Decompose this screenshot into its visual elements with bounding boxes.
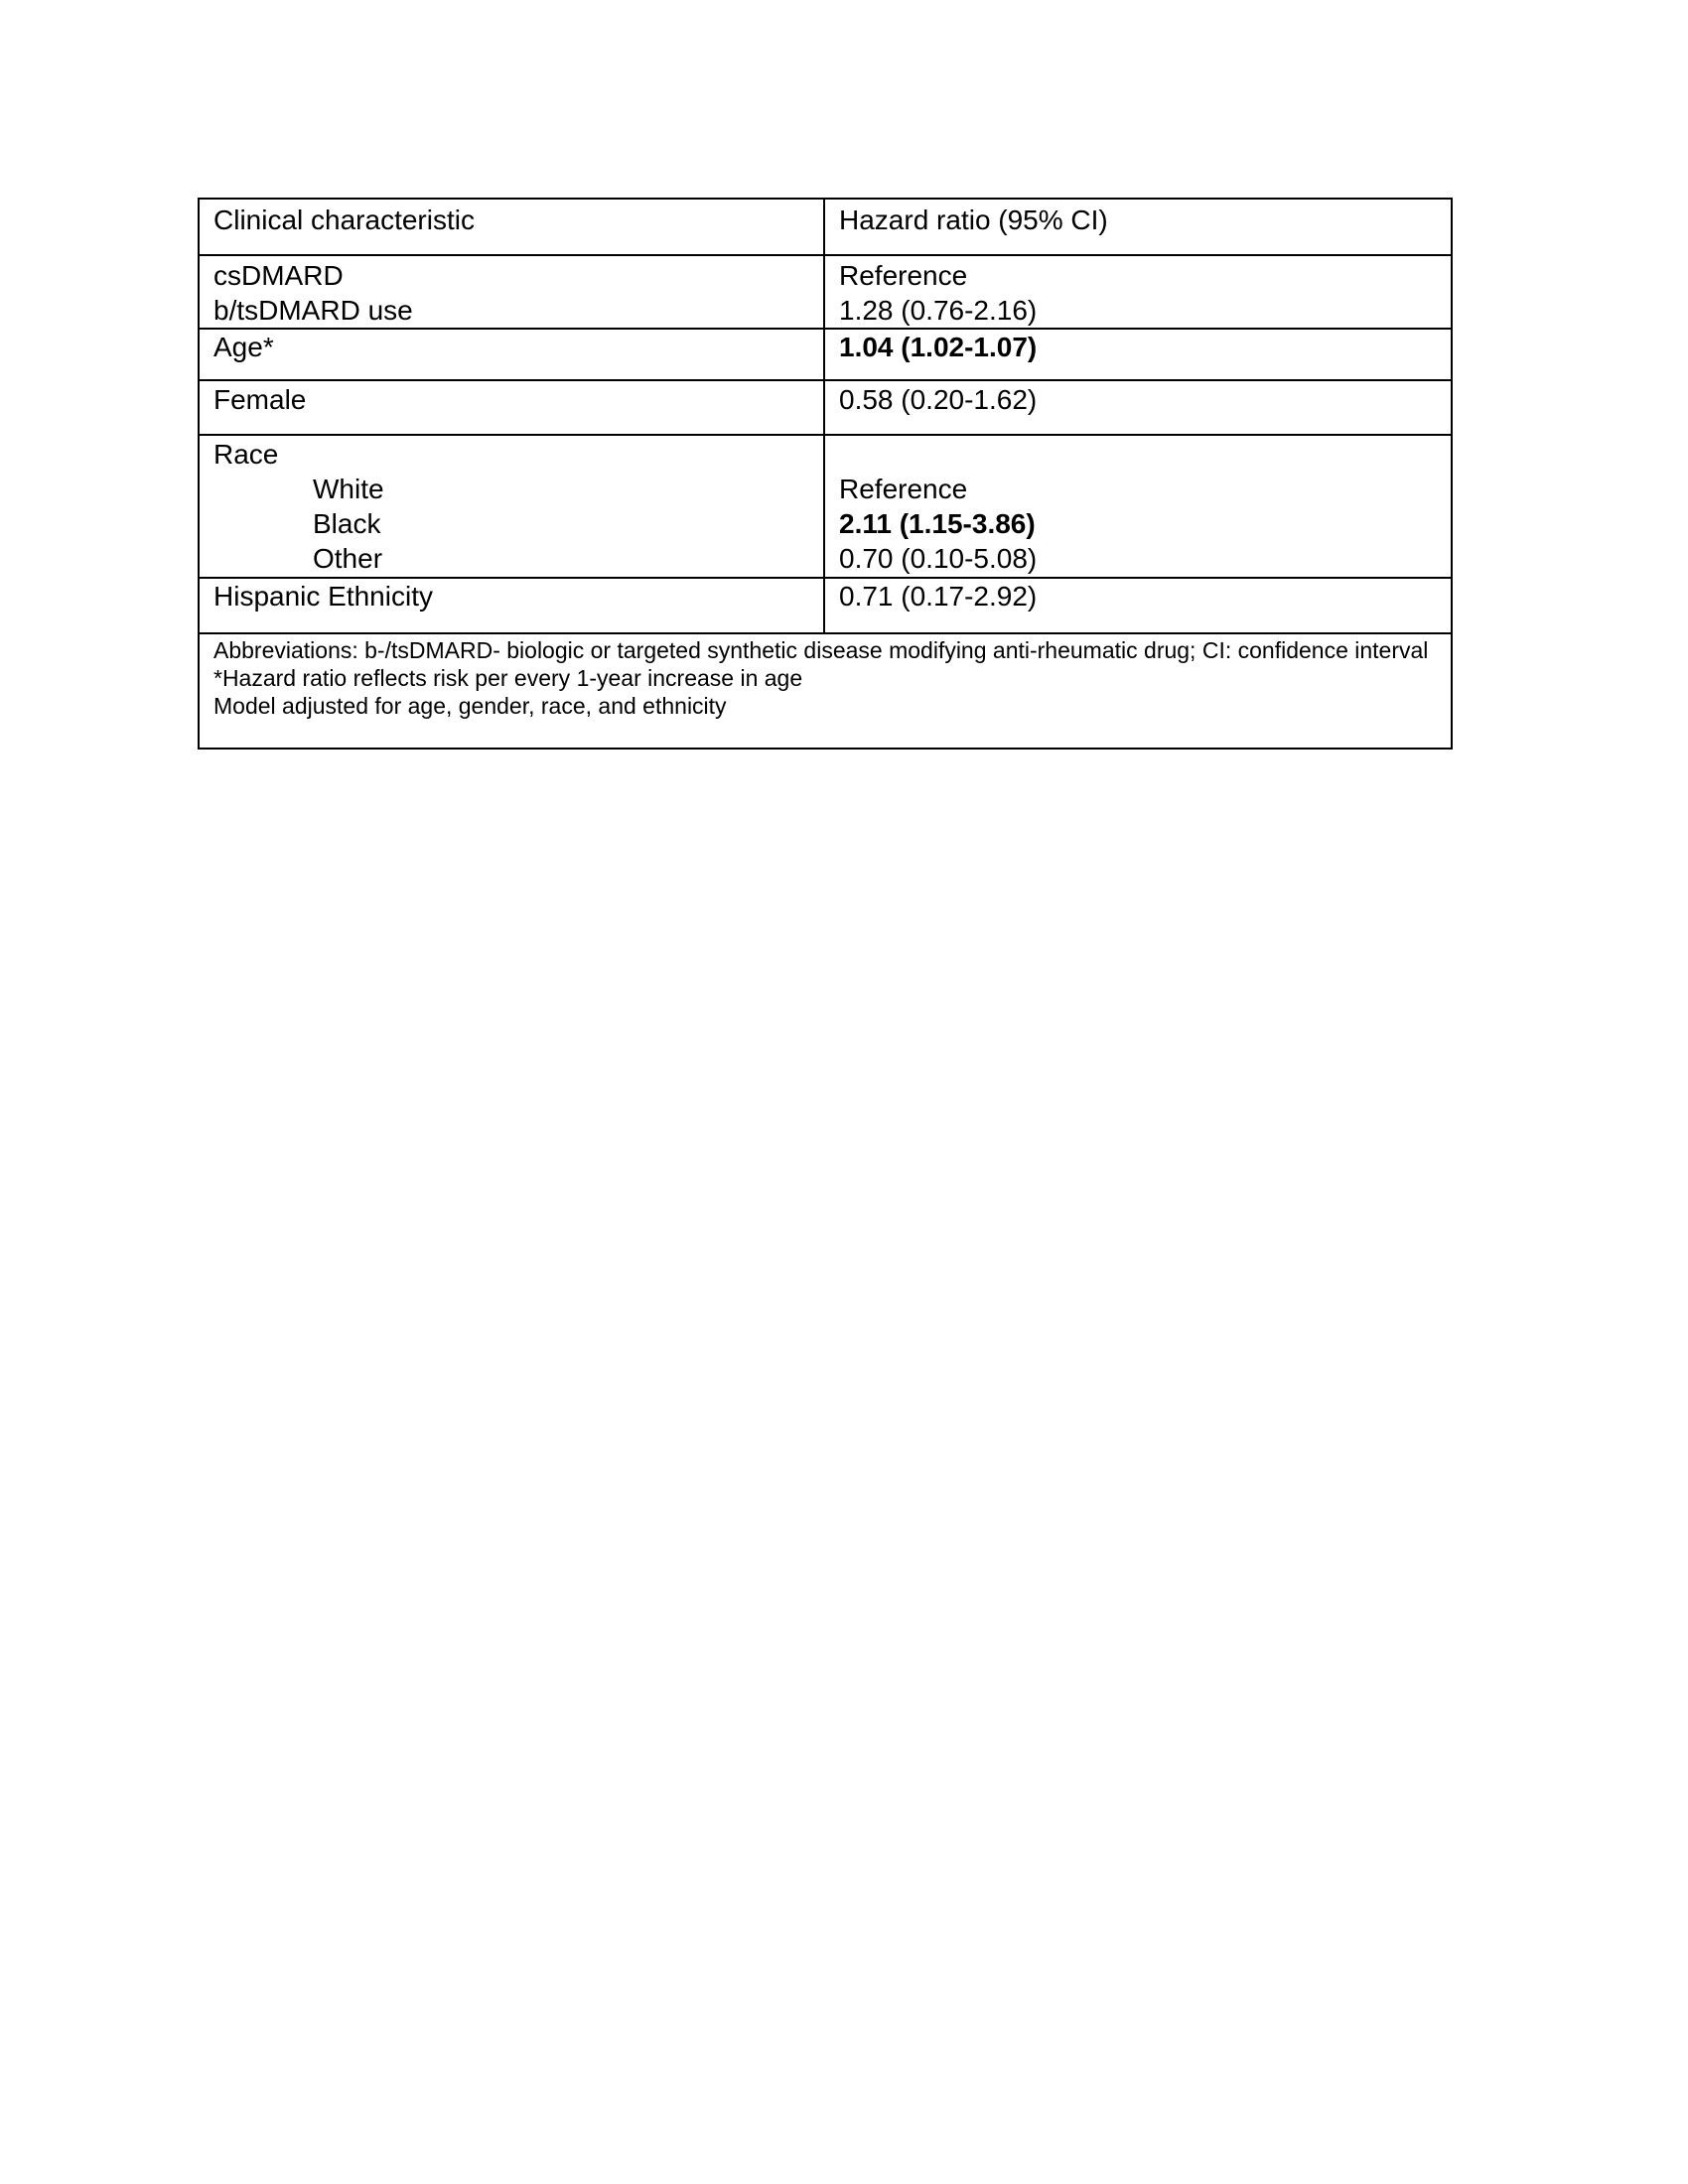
csdmard-label: csDMARD [213,260,344,291]
header-characteristic: Clinical characteristic [213,205,475,235]
age-value: 1.04 (1.02-1.07) [839,332,1038,362]
table-row-race [199,435,1452,578]
hazard-ratio-note: *Hazard ratio reflects risk per every 1-year increase in age [213,665,803,691]
age-value-cell [824,329,1452,380]
race-other-value: 0.70 (0.10-5.08) [839,543,1038,574]
age-label-cell [199,329,824,380]
hispanic-value-cell [824,578,1452,633]
btsdmard-label: b/tsDMARD use [213,295,413,326]
hispanic-label: Hispanic Ethnicity [213,581,433,612]
csdmard-value: Reference [839,260,968,291]
table-row-hispanic [199,578,1452,633]
hispanic-value: 0.71 (0.17-2.92) [839,581,1038,612]
female-value: 0.58 (0.20-1.62) [839,384,1038,415]
model-adjustment-note: Model adjusted for age, gender, race, and ethnicity [213,693,727,719]
header-cell-hazard-ratio [824,199,1452,255]
table-header-row [199,199,1452,255]
age-label: Age* [213,332,274,362]
race-black-label: Black [313,508,381,539]
table-row-female [199,380,1452,435]
race-other-label: Other [313,543,383,574]
header-cell-characteristic [199,199,824,255]
race-label-cell [199,435,824,578]
table-row-treatment [199,255,1452,329]
treatment-label-cell [199,255,824,329]
race-value-cell [824,435,1452,578]
hispanic-label-cell [199,578,824,633]
table-footnotes-row [199,633,1452,749]
btsdmard-value: 1.28 (0.76-2.16) [839,295,1038,326]
abbreviations-note: Abbreviations: b-/tsDMARD- biologic or targeted synthetic disease modifying anti-rheumatic drug; CI: confidence interval [213,637,1429,663]
female-label-cell [199,380,824,435]
female-label: Female [213,384,307,415]
footnotes-cell [199,633,1452,749]
race-label: Race [213,439,279,470]
race-spacer [839,437,1437,472]
table-row-age [199,329,1452,380]
race-white-value: Reference [839,474,968,504]
treatment-value-cell [824,255,1452,329]
header-hazard-ratio: Hazard ratio (95% CI) [839,205,1108,235]
race-black-value: 2.11 (1.15-3.86) [839,508,1036,539]
female-value-cell [824,380,1452,435]
race-white-label: White [313,474,384,504]
hazard-ratio-table [198,198,1453,750]
